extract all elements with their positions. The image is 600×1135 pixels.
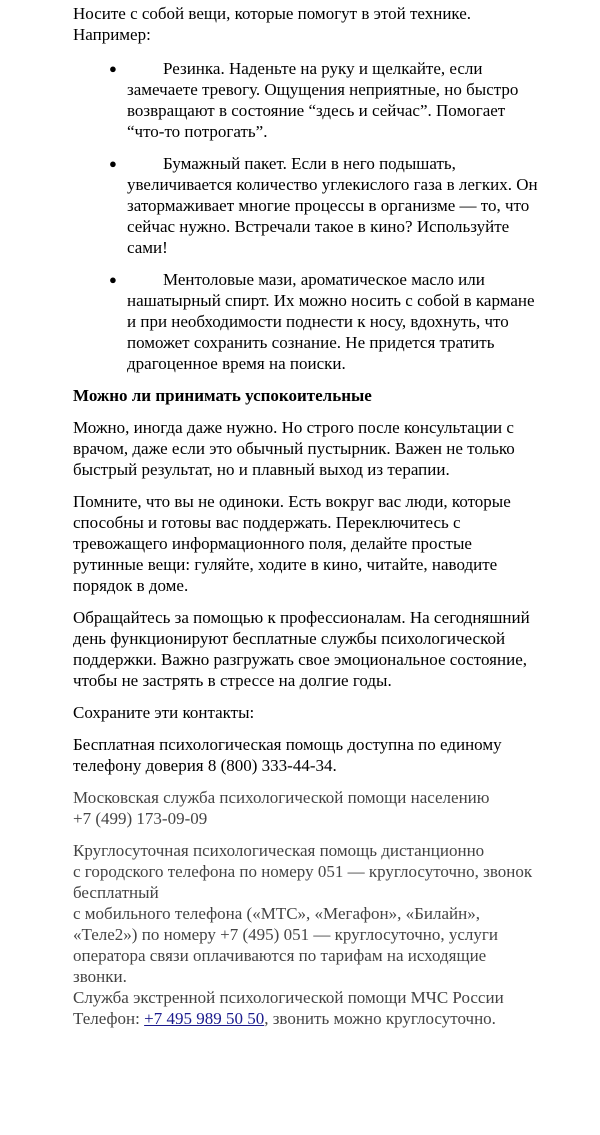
paragraph-sedatives: Можно, иногда даже нужно. Но строго после консультации с врачом, даже если это обычный пустырник. Важен не только быстрый результат, но и плавный выход из терапии. <box>73 418 515 479</box>
list-item <box>73 269 543 374</box>
bullet-icon: ● <box>109 156 117 171</box>
paragraph-save-contacts: Сохраните эти контакты: <box>73 703 255 722</box>
phone-suffix: , звонить можно круглосуточно. <box>264 1009 496 1028</box>
moscow-service-phone: +7 (499) 173-09-09 <box>73 809 208 828</box>
list-item-text: Резинка. Наденьте на руку и щелкайте, если замечаете тревогу. Ощущения неприятные, но быстро возвращают в состояние “здесь и сейчас”. Помогает “что-то потрогать”. <box>127 59 519 141</box>
article-body <box>73 0 543 1029</box>
list-item-text: Ментоловые мази, ароматическое масло или нашатырный спирт. Их можно носить с собой в кармане и при необходимости поднести к носу, вдохнуть, что поможет сохранить сознание. Не придется тратить драгоценное время на поиски. <box>127 270 535 373</box>
bullet-icon: ● <box>109 61 117 76</box>
tips-list <box>73 58 543 374</box>
emergency-service-title: Служба экстренной психологической помощи МЧС России <box>73 988 504 1007</box>
moscow-service-block <box>73 787 543 829</box>
round-clock-title: Круглосуточная психологическая помощь дистанционно <box>73 841 485 860</box>
list-item <box>73 58 543 142</box>
round-clock-landline: с городского телефона по номеру 051 — круглосуточно, звонок бесплатный <box>73 862 533 902</box>
paragraph-professionals: Обращайтесь за помощью к профессионалам. На сегодняшний день функционируют бесплатные службы психологической поддержки. Важно разгружать свое эмоциональное состояние, чтобы не застрять в стрессе на долгие годы. <box>73 608 530 690</box>
section-heading: Можно ли принимать успокоительные <box>73 386 372 405</box>
intro-paragraph: Носите с собой вещи, которые помогут в этой технике. Например: <box>73 4 472 44</box>
round-clock-mobile: с мобильного телефона («МТС», «Мегафон», «Билайн», «Теле2») по номеру +7 (495) 051 — круглосуточно, услуги оператора связи оплачиваются по тарифам на исходящие звонки. <box>73 904 498 986</box>
moscow-service-title: Московская служба психологической помощи населению <box>73 788 490 807</box>
round-clock-block <box>73 840 543 1029</box>
paragraph-not-alone: Помните, что вы не одиноки. Есть вокруг вас люди, которые способны и готовы вас поддержать. Переключитесь с тревожащего информационного поля, делайте простые рутинные вещи: гуляйте, ходите в кино, читайте, наводите порядок в доме. <box>73 492 511 595</box>
list-item <box>73 153 543 258</box>
bullet-icon: ● <box>109 272 117 287</box>
emergency-service-phone-line <box>73 1008 543 1029</box>
emergency-phone-link[interactable]: +7 495 989 50 50 <box>144 1009 265 1028</box>
phone-prefix: Телефон: <box>73 1009 145 1028</box>
list-item-text: Бумажный пакет. Если в него подышать, увеличивается количество углекислого газа в легких. Он затормаживает многие процессы в организме — то, что сейчас нужно. Встречали такое в кино? Используйте сами! <box>127 154 538 257</box>
paragraph-hotline: Бесплатная психологическая помощь доступна по единому телефону доверия 8 (800) 333-44-34. <box>73 735 502 775</box>
